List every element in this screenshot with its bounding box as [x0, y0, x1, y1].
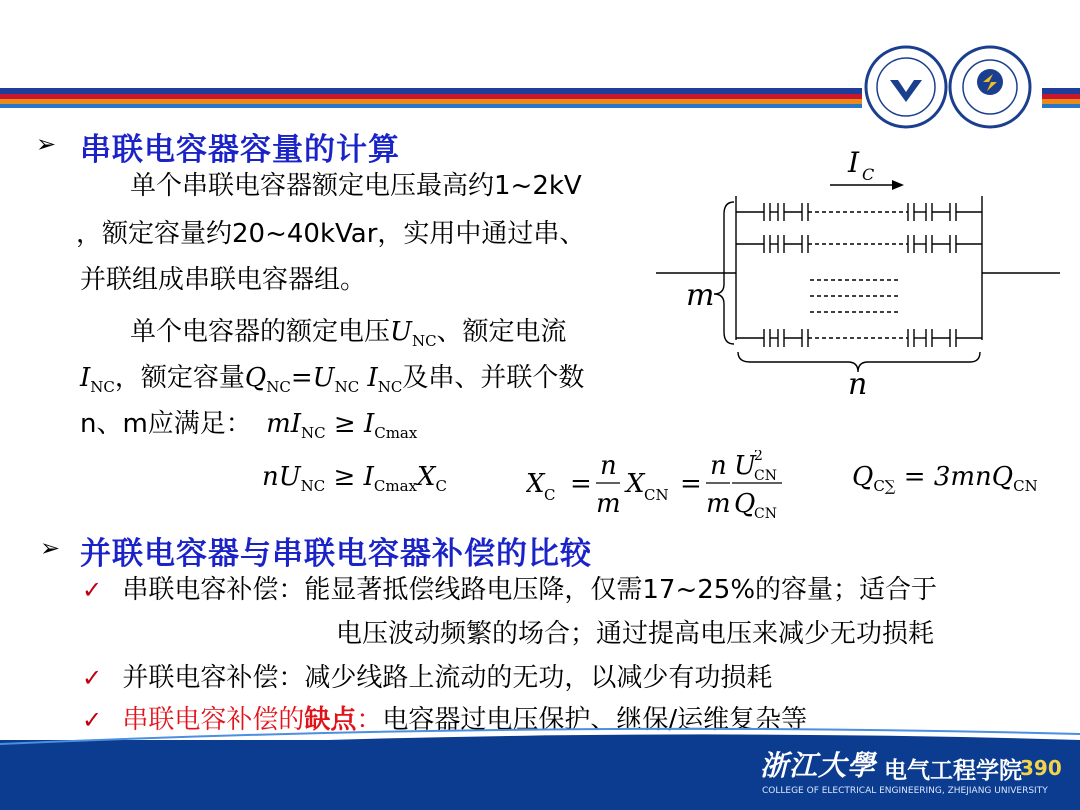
ineq2-X: X [417, 462, 436, 492]
section2-arrow: ➢ [40, 534, 61, 562]
capacitor-row-1 [736, 203, 982, 221]
ineq2-lhs: nU [262, 462, 301, 492]
series-capacitor-bank-diagram [652, 140, 1064, 400]
compare-item-2-text: 减少线路上流动的无功，以减少有功损耗 [304, 663, 773, 693]
xc-lhs: X [526, 469, 545, 499]
qcs-eq: = [903, 462, 926, 492]
capacitor-row-m [736, 329, 982, 347]
compare-item-2-label: 并联电容补偿： [122, 663, 305, 693]
check-icon: ✓ [82, 706, 103, 734]
check-icon: ✓ [82, 576, 103, 604]
para1-line1: 单个串联电容器额定电压最高约1~2kV [130, 171, 582, 201]
xc-u-sq: 2 [754, 450, 763, 464]
ineq1-lhs: mI [266, 409, 302, 439]
xc-q: Q [734, 489, 756, 519]
section2-title: 并联电容器与串联电容器补偿的比较 [80, 536, 592, 572]
xc-eq2: = [680, 469, 702, 499]
compare-item-3-text: 电容器过电压保护、继保/运维复杂等 [382, 705, 808, 735]
xc-lhs-sub: C [544, 486, 556, 504]
m-label: m [686, 278, 715, 313]
xc-frac2-num: n [710, 451, 727, 481]
compare-item-1 [82, 568, 937, 613]
xc-u: U [734, 451, 756, 481]
xcn: X [626, 469, 645, 499]
para2-line1-pre: 单个电容器的额定电压 [130, 317, 391, 347]
para2-line1-post: 、额定电流 [436, 317, 567, 347]
math-eq: = [290, 363, 313, 393]
formula-xc [526, 450, 806, 522]
math-U-2: U [312, 363, 335, 393]
current-sub: C [862, 165, 875, 184]
ineq1-lhs-sub: NC [301, 424, 326, 442]
ineq1-rhs: I [363, 409, 375, 439]
current-label: I [848, 146, 860, 179]
ineq2-rel: ≥ [333, 462, 356, 492]
para2-line2-a: ，额定容量 [114, 363, 245, 393]
footer-college-en: COLLEGE OF ELECTRICAL ENGINEERING, ZHEJIANG UNIVERSITY [762, 786, 1048, 796]
formula-ineq2 [262, 462, 447, 495]
compare-item-1-text: 能显著抵偿线路电压降，仅需17~25%的容量；适合于 [304, 575, 938, 605]
footer-brand: 浙江大學 [760, 749, 877, 782]
ineq2-C: C [435, 477, 447, 495]
xc-q-sub: CN [754, 506, 777, 522]
n-label: n [848, 367, 868, 400]
page-number: 390 [1020, 756, 1062, 780]
xc-u-sub: CN [754, 468, 777, 484]
section1-title: 串联电容器容量的计算 [80, 132, 400, 168]
qcs-rhs: 3mnQ [933, 462, 1014, 492]
compare-item-3-label-bold: 缺点 [304, 705, 357, 735]
para1-line3: 并联组成串联电容器组。 [80, 265, 367, 295]
math-I: I [80, 363, 91, 393]
math-NC-5: NC [377, 378, 403, 396]
xcn-sub: CN [644, 486, 669, 504]
math-NC: NC [411, 332, 437, 350]
footer-school: 电气工程学院 [884, 758, 1022, 784]
ineq2-Cmax: Cmax [373, 477, 417, 495]
math-Q: Q [244, 363, 267, 393]
capacitor-row-2 [736, 235, 982, 253]
section1-arrow: ➢ [36, 130, 57, 158]
para2-line3-text: n、m应满足： [80, 409, 252, 439]
math-NC-2: NC [90, 378, 115, 396]
qcs-rhs-sub: CN [1013, 477, 1038, 495]
ineq1-rel: ≥ [333, 409, 356, 439]
qcs-lhs-sub: C∑ [873, 477, 896, 495]
para2-line2-b: 及串、并联个数 [402, 363, 585, 393]
xc-frac1-num: n [600, 451, 617, 481]
math-I-2: I [367, 363, 378, 393]
check-icon: ✓ [82, 664, 103, 692]
xc-eq1: = [570, 469, 592, 499]
ineq1-rhs-sub: Cmax [374, 424, 418, 442]
xc-frac1-den: m [596, 489, 621, 519]
university-logos [862, 44, 1042, 130]
compare-item-1-label: 串联电容补偿： [122, 575, 305, 605]
compare-item-3-colon: ： [356, 705, 383, 735]
qcs-lhs: Q [852, 462, 874, 492]
compare-item-2 [82, 656, 772, 701]
ineq2-I: I [363, 462, 374, 492]
ineq2-lhs-sub: NC [300, 477, 326, 495]
zju-seal-logo [862, 44, 1042, 130]
para1-line2: ，额定容量约20~40kVar，实用中通过串、 [76, 219, 586, 249]
formula-qcs [852, 462, 1038, 495]
math-NC-3: NC [266, 378, 291, 396]
math-NC-4: NC [334, 378, 360, 396]
footer-curve [0, 724, 1080, 754]
math-U: U [390, 317, 412, 347]
compare-item-1-text2: 电压波动频繁的场合；通过提高电压来减少无功损耗 [336, 619, 935, 649]
para2-line3 [80, 402, 417, 456]
xc-frac2-den: m [706, 489, 731, 519]
compare-item-3-label: 串联电容补偿的 [122, 705, 305, 735]
